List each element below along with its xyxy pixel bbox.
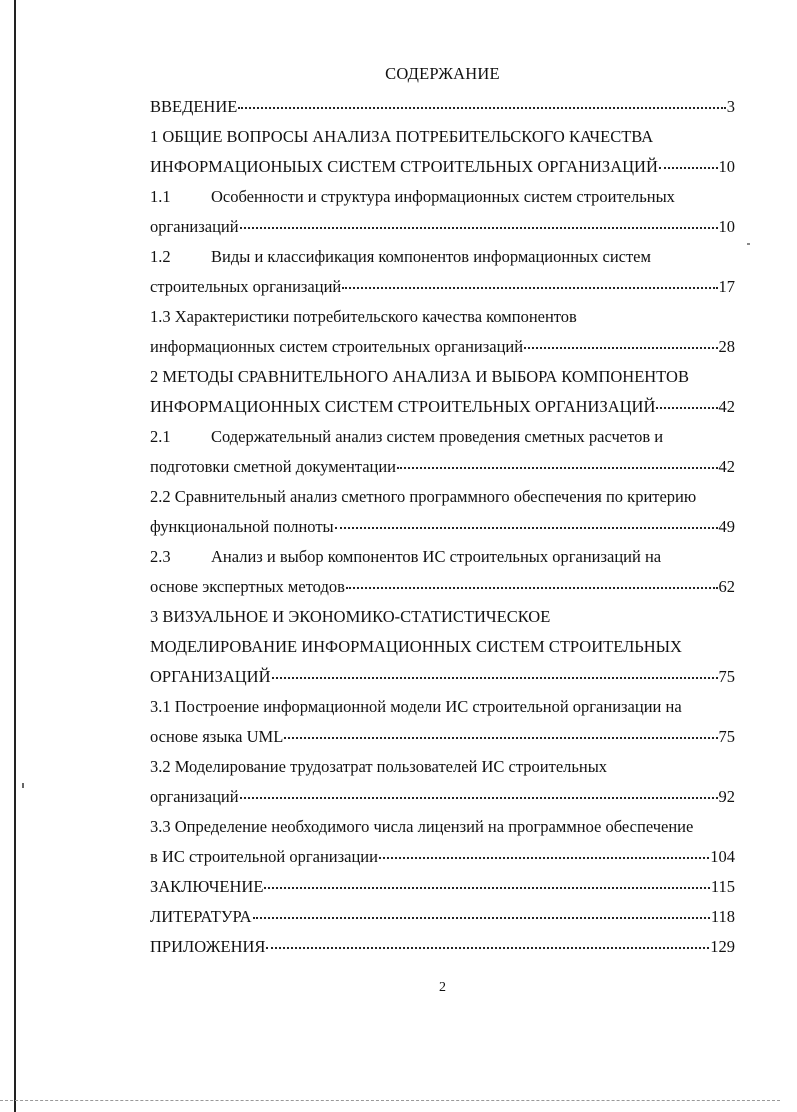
toc-line xyxy=(150,872,735,902)
toc-leader-dots xyxy=(379,857,709,859)
toc-line xyxy=(150,272,735,302)
toc-entry-text: ЛИТЕРАТУРА xyxy=(150,907,252,926)
toc-leader-dots xyxy=(659,167,718,169)
toc-section-number: 1.2 xyxy=(150,247,171,266)
toc-line xyxy=(150,512,735,542)
toc-leader-dots xyxy=(656,407,717,409)
table-of-contents xyxy=(150,92,735,962)
toc-entry-text: Виды и классификация компонентов информационных систем xyxy=(211,247,651,266)
toc-page-ref: 118 xyxy=(710,907,735,926)
toc-entry-text: Содержательный анализ систем проведения сметных расчетов и xyxy=(211,427,664,446)
toc-entry-text: 2 МЕТОДЫ СРАВНИТЕЛЬНОГО АНАЛИЗА И ВЫБОРА КОМПОНЕНТОВ xyxy=(150,367,689,386)
toc-page-ref: 92 xyxy=(718,787,735,806)
toc-entry-text: ИНФОРМАЦИОНЫЫХ СИСТЕМ СТРОИТЕЛЬНЫХ ОРГАНИЗАЦИЙ xyxy=(150,157,658,176)
toc-entry-text: строительных организаций xyxy=(150,277,342,296)
toc-entry-text: ВВЕДЕНИЕ xyxy=(150,97,238,116)
toc-page-ref: 75 xyxy=(718,727,735,746)
toc-line xyxy=(150,182,735,212)
toc-entry-text: ЗАКЛЮЧЕНИЕ xyxy=(150,877,264,896)
toc-entry-text: ОРГАНИЗАЦИЙ xyxy=(150,667,271,686)
toc-entry-text: 1.3 Характеристики потребительского качества компонентов xyxy=(150,307,577,326)
toc-line xyxy=(150,572,735,602)
toc-page-ref: 28 xyxy=(718,337,735,356)
toc-leader-dots xyxy=(240,797,718,799)
toc-line xyxy=(150,122,735,152)
scan-artifact xyxy=(747,243,750,245)
toc-line xyxy=(150,92,735,122)
toc-leader-dots xyxy=(335,527,718,529)
page-title: СОДЕРЖАНИЕ xyxy=(385,64,500,83)
toc-leader-dots xyxy=(272,677,718,679)
toc-line xyxy=(150,632,735,662)
toc-leader-dots xyxy=(253,917,710,919)
toc-entry-text: информационных систем строительных организаций xyxy=(150,337,524,356)
toc-entry-text: основе языка UML xyxy=(150,727,284,746)
toc-leader-dots xyxy=(240,227,718,229)
toc-line xyxy=(150,542,735,572)
toc-line xyxy=(150,212,735,242)
toc-line xyxy=(150,782,735,812)
toc-page-ref: 49 xyxy=(718,517,735,536)
toc-entry-text: организаций xyxy=(150,217,239,236)
toc-line xyxy=(150,302,735,332)
toc-page-ref: 104 xyxy=(710,847,735,866)
toc-line xyxy=(150,452,735,482)
toc-leader-dots xyxy=(346,587,718,589)
toc-page-ref: 129 xyxy=(710,937,735,956)
toc-entry-text: подготовки сметной документации xyxy=(150,457,397,476)
toc-entry-text: организаций xyxy=(150,787,239,806)
toc-line xyxy=(150,152,735,182)
toc-entry-text: Анализ и выбор компонентов ИС строительных организаций на xyxy=(211,547,662,566)
toc-line xyxy=(150,392,735,422)
toc-entry-text: ПРИЛОЖЕНИЯ xyxy=(150,937,266,956)
toc-section-number: 2.3 xyxy=(150,547,171,566)
toc-line xyxy=(150,932,735,962)
toc-line xyxy=(150,422,735,452)
toc-line xyxy=(150,752,735,782)
toc-entry-text: функциональной полноты xyxy=(150,517,334,536)
toc-line xyxy=(150,482,735,512)
toc-page-ref: 62 xyxy=(718,577,735,596)
toc-entry-text: МОДЕЛИРОВАНИЕ ИНФОРМАЦИОННЫХ СИСТЕМ СТРОИТЕЛЬНЫХ xyxy=(150,637,682,656)
toc-line xyxy=(150,842,735,872)
toc-page-ref: 3 xyxy=(726,97,735,116)
toc-entry-text: основе экспертных методов xyxy=(150,577,345,596)
toc-line xyxy=(150,602,735,632)
toc-entry-text: 3.1 Построение информационной модели ИС строительной организации на xyxy=(150,697,682,716)
toc-leader-dots xyxy=(266,947,709,949)
toc-page-ref: 10 xyxy=(718,217,735,236)
toc-entry-text: Особенности и структура информационных систем строительных xyxy=(211,187,675,206)
toc-line xyxy=(150,722,735,752)
toc-line xyxy=(150,332,735,362)
toc-page-ref: 75 xyxy=(718,667,735,686)
toc-line xyxy=(150,662,735,692)
toc-leader-dots xyxy=(264,887,709,889)
toc-entry-text: 1 ОБЩИЕ ВОПРОСЫ АНАЛИЗА ПОТРЕБИТЕЛЬСКОГО КАЧЕСТВА xyxy=(150,127,654,146)
toc-section-number: 2.1 xyxy=(150,427,171,446)
toc-leader-dots xyxy=(397,467,717,469)
toc-line xyxy=(150,812,735,842)
toc-page-ref: 115 xyxy=(710,877,735,896)
toc-entry-text: 3.2 Моделирование трудозатрат пользователей ИС строительных xyxy=(150,757,608,776)
toc-leader-dots xyxy=(524,347,717,349)
toc-entry-text: 3.3 Определение необходимого числа лицензий на программное обеспечение xyxy=(150,817,694,836)
toc-line xyxy=(150,902,735,932)
toc-entry-text: в ИС строительной организации xyxy=(150,847,378,866)
toc-line xyxy=(150,692,735,722)
toc-leader-dots xyxy=(284,737,717,739)
toc-entry-text: 3 ВИЗУАЛЬНОЕ И ЭКОНОМИКО-СТАТИСТИЧЕСКОЕ xyxy=(150,607,551,626)
toc-section-number: 1.1 xyxy=(150,187,171,206)
toc-line xyxy=(150,362,735,392)
toc-page-ref: 42 xyxy=(718,457,735,476)
toc-leader-dots xyxy=(342,287,717,289)
scan-edge-bottom xyxy=(0,1100,780,1102)
toc-page-ref: 10 xyxy=(718,157,735,176)
page-number: 2 xyxy=(439,980,446,995)
toc-entry-text: ИНФОРМАЦИОННЫХ СИСТЕМ СТРОИТЕЛЬНЫХ ОРГАНИЗАЦИЙ xyxy=(150,397,656,416)
scan-edge-left xyxy=(14,0,16,1112)
toc-page-ref: 42 xyxy=(718,397,735,416)
toc-entry-text: 2.2 Сравнительный анализ сметного программного обеспечения по критерию xyxy=(150,487,697,506)
scan-artifact xyxy=(22,783,24,788)
toc-line xyxy=(150,242,735,272)
toc-leader-dots xyxy=(238,107,725,109)
toc-page-ref: 17 xyxy=(718,277,735,296)
